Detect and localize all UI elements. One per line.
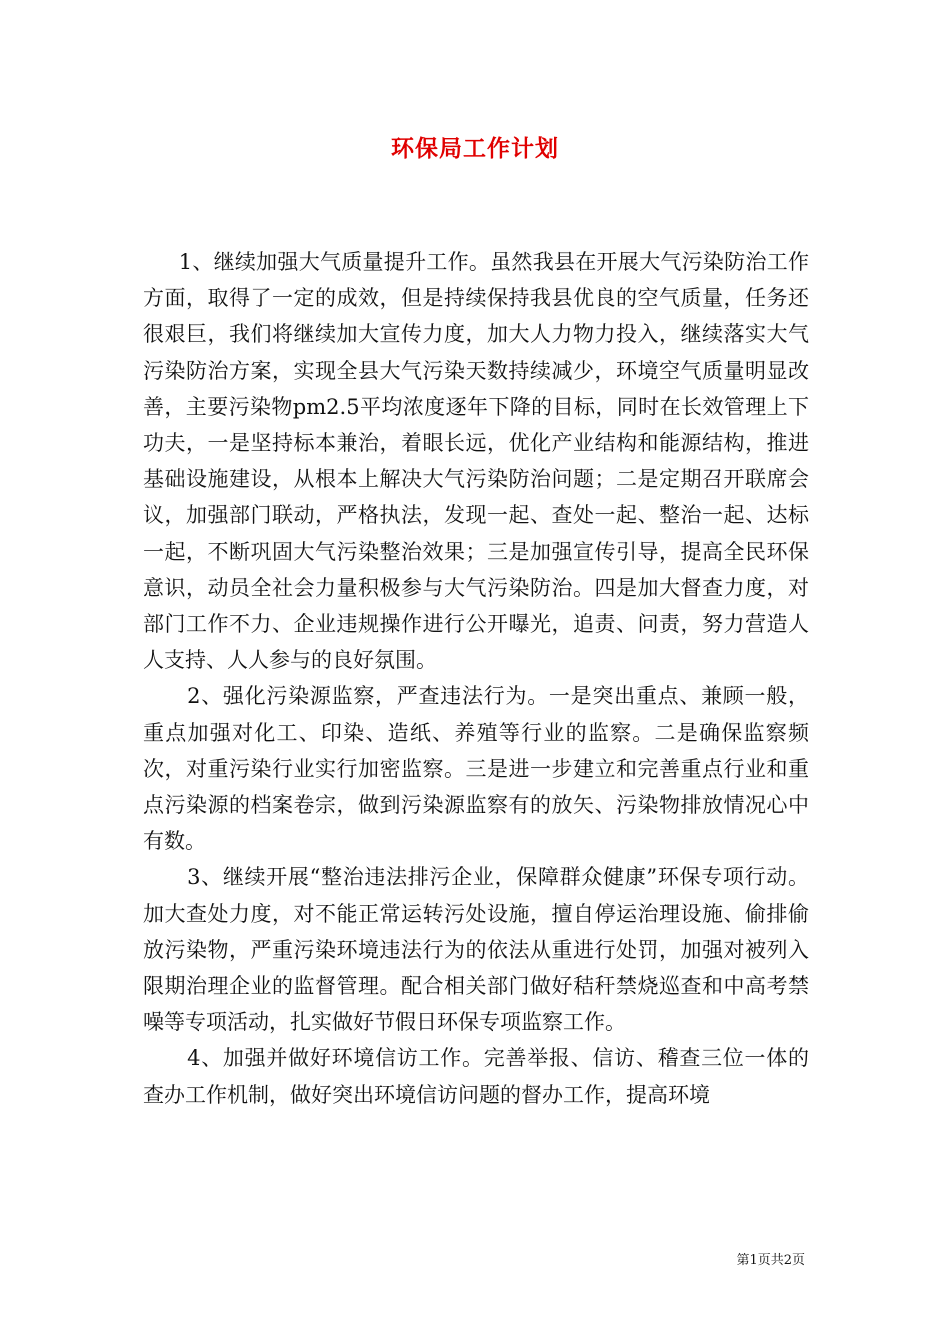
page-number: 第1页共2页 (736, 1253, 805, 1268)
paragraph-3: 3、继续开展“整治违法排污企业，保障群众健康”环保专项行动。加大查处力度，对不能正常运转污处设施，擅自停运治理设施、偷排偷放污染物，严重污染环境违法行为的依法从重进行处罚，加强对被列入限期治理企业的监督管理。配合相关部门做好秸秆禁烧巡查和中高考禁噪等专项活动，扎实做好节假日环保专项监察工作。 (143, 865, 809, 1035)
document-body (143, 244, 809, 1113)
document-title: 环保局工作计划 (391, 135, 559, 162)
paragraph-4: 4、加强并做好环境信访工作。完善举报、信访、稽查三位一体的查办工作机制，做好突出环境信访问题的督办工作，提高环境 (143, 1046, 809, 1107)
paragraph-2: 2、强化污染源监察，严查违法行为。一是突出重点、兼顾一般，重点加强对化工、印染、造纸、养殖等行业的监察。二是确保监察频次，对重污染行业实行加密监察。三是进一步建立和完善重点行业和重点污染源的档案卷宗，做到污染源监察有的放矢、污染物排放情况心中有数。 (143, 684, 809, 854)
paragraph-1: 1、继续加强大气质量提升工作。虽然我县在开展大气污染防治工作方面，取得了一定的成效，但是持续保持我县优良的空气质量，任务还很艰巨，我们将继续加大宣传力度，加大人力物力投入，继续落实大气污染防治方案，实现全县大气污染天数持续减少，环境空气质量明显改善，主要污染物pm2.5平均浓度逐年下降的目标，同时在长效管理上下功夫，一是坚持标本兼治，着眼长远，优化产业结构和能源结构，推进基础设施建设，从根本上解决大气污染防治问题；二是定期召开联席会议，加强部门联动，严格执法，发现一起、查处一起、整治一起、达标一起，不断巩固大气污染整治效果；三是加强宣传引导，提高全民环保意识，动员全社会力量积极参与大气污染防治。四是加大督查力度，对部门工作不力、企业违规操作进行公开曝光，追责、问责，努力营造人人支持、人人参与的良好氛围。 (143, 250, 809, 673)
